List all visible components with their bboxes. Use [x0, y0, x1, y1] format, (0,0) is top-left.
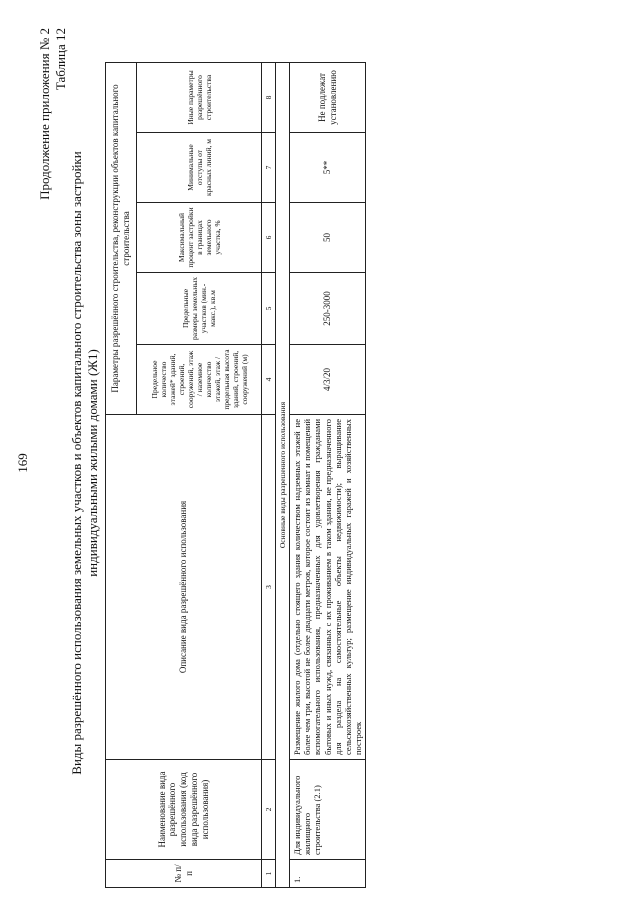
table-row	[290, 63, 366, 888]
header-num: № п/п	[106, 860, 262, 888]
col-number: 6	[262, 203, 276, 273]
row-description: Размещение жилого дома (отдельно стоящего здания количеством надземных этажей не более чем три, высотой не более двадцати метров, которое состоит из комнат и помещений вспомогательного использования, предназначенных для удовлетворения гражданами бытовых и иных нужд, связанных с их проживанием в таком здании, не предназначенного для раздела на самостоятельные объекты недвижимости); выращивание сельскохозяйственных культур; размещение индивидуальных гаражей и хозяйственных построек	[290, 415, 366, 760]
row-area: 250-3000	[290, 273, 366, 345]
header-percent: Максимальный процент застройки в границах земельного участка, %	[137, 203, 262, 273]
col-number: 5	[262, 273, 276, 345]
col-number: 4	[262, 345, 276, 415]
appendix-continuation: Продолжение приложения № 2	[37, 28, 52, 200]
row-setback: 5**	[290, 133, 366, 203]
col-number: 3	[262, 415, 276, 760]
col-number: 8	[262, 63, 276, 133]
header-params-group: Параметры разрешённого строительства, реконструкции объектов капитального строительства	[106, 63, 137, 415]
header-description: Описание вида разрешённого использования	[106, 415, 262, 760]
header-other: Иные параметры разрешённого строительства	[137, 63, 262, 133]
row-floors: 4/3/20	[290, 345, 366, 415]
header-setback: Минимальные отступы от красных линий, м	[137, 133, 262, 203]
section-title: Основные виды разрешенного использования	[276, 63, 290, 888]
document-page	[15, 28, 575, 898]
row-num: 1.	[290, 860, 366, 888]
row-name: Для индивидуального жилищного строительства (2.1)	[290, 760, 366, 860]
header-name: Наименование вида разрешённого использования (код вида разрешённого использования)	[106, 760, 262, 860]
page-number: 169	[15, 453, 30, 473]
col-number: 2	[262, 760, 276, 860]
header-area: Предельные размеры земельных участков (мин.-макс.), кв.м	[137, 273, 262, 345]
column-number-row	[262, 63, 276, 888]
table-label: Таблица 12	[53, 28, 68, 91]
header-row-1	[106, 63, 137, 888]
section-row	[276, 63, 290, 888]
table-title-line1: Виды разрешённого использования земельных участков и объектов капитального строительства зоны застройки	[69, 151, 84, 775]
row-percent: 50	[290, 203, 366, 273]
col-number: 1	[262, 860, 276, 888]
header-floors: Предельное количество этажей* зданий, строений, сооружений, этаж / наземное количество этажей, этаж / предельная высота зданий, строений, сооружений (м)	[137, 345, 262, 415]
col-number: 7	[262, 133, 276, 203]
row-other: Не подлежат установлению	[290, 63, 366, 133]
table-title-line2: индивидуальными жилыми домами (Ж1)	[85, 349, 100, 577]
land-use-table	[105, 62, 366, 888]
